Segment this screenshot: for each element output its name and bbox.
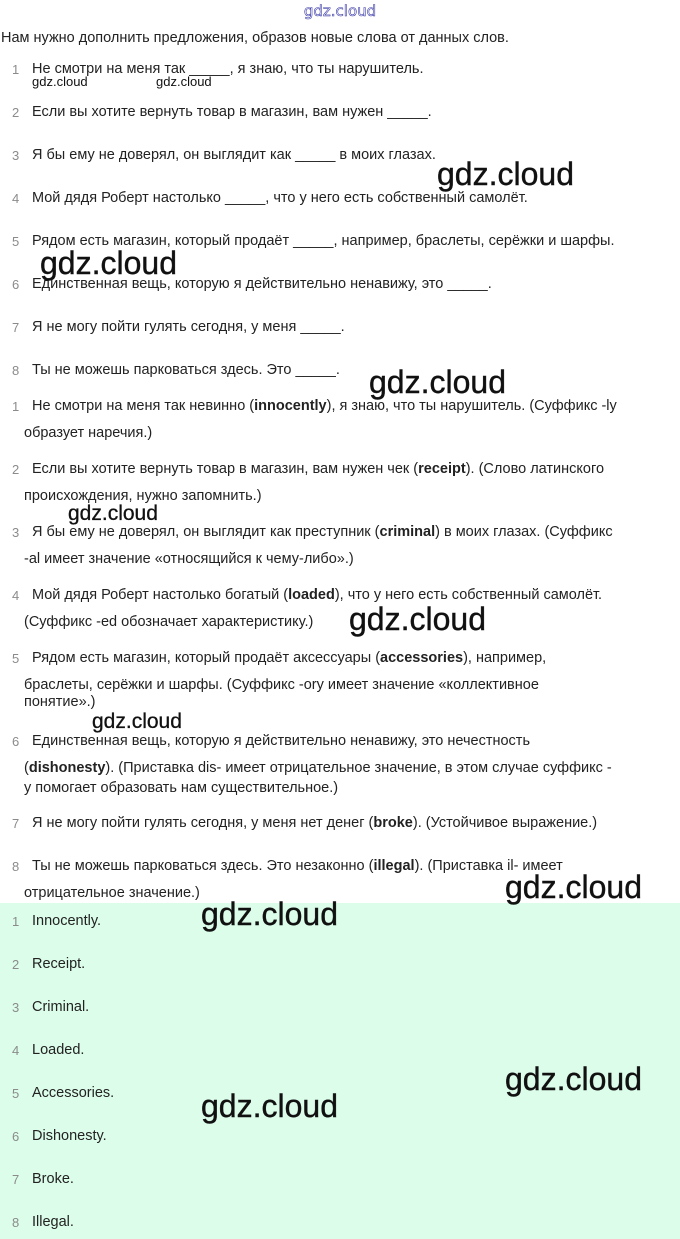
solution-line: Ты не можешь парковаться здесь. Это незаконно (illegal). (Приставка il- имеет: [32, 858, 563, 874]
site-brand[interactable]: gdz.cloud: [303, 2, 377, 20]
exercise-sentence: Если вы хотите вернуть товар в магазин, вам нужен _____.: [32, 104, 432, 120]
item-number: 6: [12, 277, 20, 292]
answer-word: innocently: [254, 398, 327, 414]
answer-text: Criminal.: [32, 999, 90, 1015]
item-number: 8: [12, 859, 20, 874]
item-number: 2: [12, 462, 20, 477]
item-number: 1: [12, 399, 20, 414]
item-number: 4: [12, 588, 20, 603]
item-number: 7: [12, 1172, 20, 1187]
exercise-sentence: Мой дядя Роберт настолько _____, что у него есть собственный самолёт.: [32, 190, 528, 206]
exercise-sentence: Ты не можешь парковаться здесь. Это _____.: [32, 362, 340, 378]
answer-word: loaded: [288, 587, 335, 603]
item-number: 2: [12, 105, 20, 120]
item-number: 8: [12, 1215, 20, 1230]
watermark: gdz.cloud: [32, 74, 88, 89]
item-number: 2: [12, 957, 20, 972]
solution-line: (dishonesty). (Приставка dis- имеет отрицательное значение, в этом случае суффикс -: [24, 760, 612, 776]
item-number: 4: [12, 191, 20, 206]
solution-line: Если вы хотите вернуть товар в магазин, вам нужен чек (receipt). (Слово латинского: [32, 461, 605, 477]
answer-word: illegal: [373, 858, 415, 874]
item-number: 5: [12, 651, 20, 666]
answer-word: broke: [373, 815, 413, 831]
solution-line: понятие».): [24, 694, 96, 710]
item-number: 6: [12, 1129, 20, 1144]
watermark: gdz.cloud: [92, 710, 182, 733]
item-number: 3: [12, 148, 20, 163]
watermark: gdz.cloud: [505, 1061, 642, 1097]
solution-line: образует наречия.): [24, 425, 153, 441]
solution-line: браслеты, серёжки и шарфы. (Суффикс -ory имеет значение «коллективное: [24, 677, 539, 693]
watermark: gdz.cloud: [201, 1088, 338, 1124]
watermark: gdz.cloud: [201, 896, 338, 932]
solution-line: Я бы ему не доверял, он выглядит как преступник (criminal) в моих глазах. (Суффикс: [32, 524, 613, 540]
item-number: 1: [12, 914, 20, 929]
exercise-sentence: Единственная вещь, которую я действительно ненавижу, это _____.: [32, 276, 492, 292]
item-number: 8: [12, 363, 20, 378]
watermark: gdz.cloud: [437, 156, 574, 192]
watermark: gdz.cloud: [349, 601, 486, 637]
answer-word: criminal: [379, 524, 436, 540]
solution-line: происхождения, нужно запомнить.): [24, 488, 262, 504]
watermark: gdz.cloud: [68, 502, 158, 525]
answer-text: Loaded.: [32, 1042, 85, 1058]
answer-text: Broke.: [32, 1171, 74, 1187]
answer-text: Receipt.: [32, 956, 86, 972]
answer-word: receipt: [418, 461, 466, 477]
exercise-sentence: Я не могу пойти гулять сегодня, у меня _____.: [32, 319, 345, 335]
watermark: gdz.cloud: [156, 74, 212, 89]
answer-text: Dishonesty.: [32, 1128, 107, 1144]
solution-line: Я не могу пойти гулять сегодня, у меня нет денег (broke). (Устойчивое выражение.): [32, 815, 598, 831]
item-number: 6: [12, 734, 20, 749]
answer-word: dishonesty: [28, 760, 106, 776]
exercise-sentence: Я бы ему не доверял, он выглядит как _____ в моих глазах.: [32, 147, 436, 163]
answer-word: accessories: [380, 650, 464, 666]
answer-text: Accessories.: [32, 1085, 115, 1101]
item-number: 3: [12, 525, 20, 540]
solution-line: (Суффикс -ed обозначает характеристику.): [24, 614, 314, 630]
watermark: gdz.cloud: [40, 245, 177, 281]
solution-line: Единственная вещь, которую я действительно ненавижу, это нечестность: [32, 733, 530, 749]
item-number: 7: [12, 320, 20, 335]
watermark: gdz.cloud: [505, 869, 642, 905]
solution-line: Не смотри на меня так невинно (innocently), я знаю, что ты нарушитель. (Суффикс -ly: [32, 398, 617, 414]
solution-line: Рядом есть магазин, который продаёт аксессуары (accessories), например,: [32, 650, 547, 666]
item-number: 3: [12, 1000, 20, 1015]
item-number: 5: [12, 234, 20, 249]
solution-line: y помогает образовать нам существительное.): [24, 780, 339, 796]
item-number: 7: [12, 816, 20, 831]
exercise-sentence: Не смотри на меня так _____, я знаю, что ты нарушитель.: [32, 61, 424, 77]
solution-line: Мой дядя Роберт настолько богатый (loaded), что у него есть собственный самолёт.: [32, 587, 603, 603]
exercise-sentence: Рядом есть магазин, который продаёт _____, например, браслеты, серёжки и шарфы.: [32, 233, 615, 249]
solution-line: -al имеет значение «относящийся к чему-либо».): [24, 551, 354, 567]
task-intro: Нам нужно дополнить предложения, образов новые слова от данных слов.: [1, 30, 509, 46]
item-number: 5: [12, 1086, 20, 1101]
item-number: 4: [12, 1043, 20, 1058]
answer-text: Innocently.: [32, 913, 102, 929]
answer-text: Illegal.: [32, 1214, 74, 1230]
solution-line: отрицательное значение.): [24, 885, 200, 901]
item-number: 1: [12, 62, 20, 77]
watermark: gdz.cloud: [369, 364, 506, 400]
